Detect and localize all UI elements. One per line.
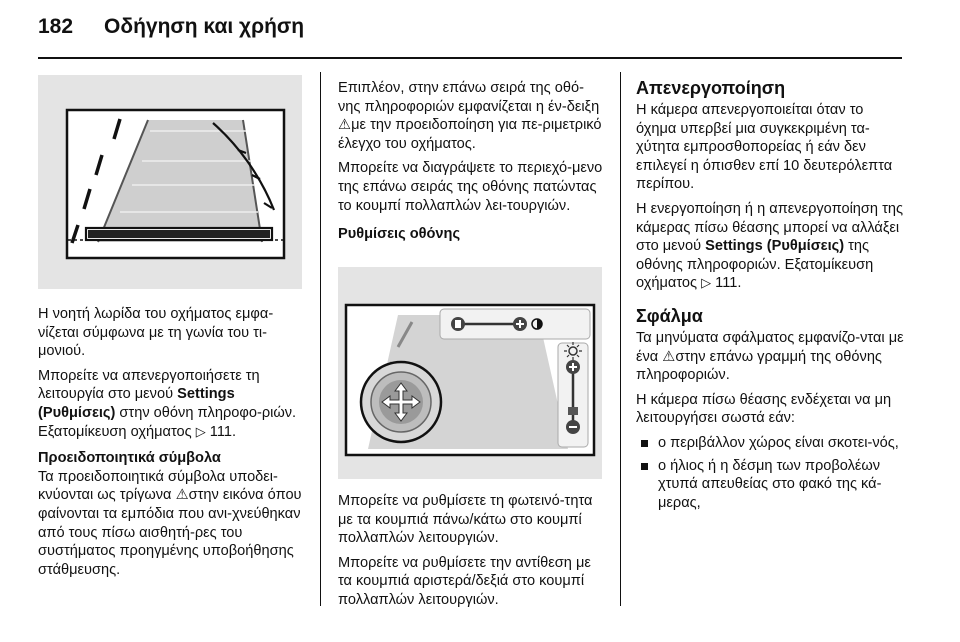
settings-menu-term: Settings (Ρυθμίσεις) (38, 386, 235, 421)
error-messages-paragraph (636, 329, 904, 385)
warning-symbols-paragraph (38, 468, 304, 580)
bullet-square-icon (641, 440, 648, 447)
brightness-paragraph: Μπορείτε να ρυθμίσετε τη φωτεινό-τητα με τα κουμπιά πάνω/κάτω στο κουμπί πολλαπλών λειτουργιών. (338, 493, 593, 547)
rear-camera-guidelines-figure (38, 75, 302, 289)
page-reference-icon: ▷ (195, 423, 206, 439)
text-run: Η ενεργοποίηση ή η απενεργοποίηση της κάμερας πίσω θέασης μπορεί να αλλάξει στο μενού (636, 200, 904, 255)
text-run: Τα μηνύματα σφάλματος εμφανίζο-νται με ένα (636, 329, 904, 365)
column-2 (338, 79, 604, 244)
screen-settings-illustration (338, 267, 602, 479)
page-title: Οδήγηση και χρήση (104, 15, 305, 38)
text-run: Μπορείτε να απενεργοποιήσετε τη λειτουργία στο μενού (38, 367, 260, 403)
column-2-lower (338, 492, 604, 616)
header-rule (38, 57, 902, 59)
text-run: στην οθόνη πληροφο-ριών. Εξατομίκευση οχήματος (38, 404, 297, 440)
column-divider-1 (320, 72, 321, 606)
text-run: Τα προειδοποιητικά σύμβολα υποδει-κνύονται ως τρίγωνα (38, 468, 278, 504)
page-reference-number: 111 (209, 423, 232, 440)
settings-menu-term: Settings (Ρυθμίσεις) (705, 238, 845, 255)
column-1 (38, 305, 304, 585)
contrast-paragraph: Μπορείτε να ρυθμίσετε την αντίθεση με τα κουμπιά αριστερά/δεξιά στο κουμπί πολλαπλών λειτουργιών. (338, 554, 591, 608)
bullet-item (636, 434, 904, 453)
bullet-item (636, 457, 904, 513)
text-run: Επιπλέον, στην επάνω σειρά της οθό-νης πληροφοριών εμφανίζεται η έν-δειξη (338, 80, 600, 115)
warning-triangle-icon: ⚠ (175, 487, 189, 504)
column-3 (636, 77, 904, 516)
deactivation-heading: Απενεργοποίηση (636, 78, 786, 98)
warning-symbols-heading: Προειδοποιητικά σύμβολα (38, 450, 221, 467)
malfunction-intro-paragraph: Η κάμερα πίσω θέασης ενδέχεται να μη λειτουργήσει σωστά εάν: (636, 391, 892, 427)
bullet-square-icon (641, 463, 648, 470)
page-reference-number: 111 (715, 275, 738, 292)
text-run: στην εικόνα όπου φαίνονται τα εμπόδια που ανι-χνεύθηκαν από τους πίσω αισθητή-ρες του συστήματος προηγμένης υποβοήθησης στάθμευσης. (38, 487, 302, 578)
activation-setting-paragraph: Η ενεργοποίηση ή η απενεργοποίηση της κάμερας πίσω θέασης μπορεί να αλλάξει στο μενού Settings (Ρυθμίσεις) της οθόνης πληροφοριών. Εξατομίκευση οχήματος ▷ 111. (636, 200, 904, 292)
deactivation-paragraph: Η κάμερα απενεργοποιείται όταν το όχημα υπερβεί μια συγκεκριμένη τα-χύτητα εμπροσθοπορείας ή εάν δεν επιλεγεί η όπισθεν επί 10 δευτερόλεπτα περίπου. (636, 102, 893, 193)
text-run: στην επάνω γραμμή της οθόνης πληροφοριών. (636, 348, 882, 384)
lane-guideline-paragraph: Η νοητή λωρίδα του οχήματος εμφα-νίζεται σύμφωνα με τη γωνία του τι-μονιού. (38, 306, 274, 360)
text-run: με την προειδοποίηση για πε-ριμετρικό έλεγχο του οχήματος. (338, 117, 602, 152)
perimeter-check-paragraph (338, 79, 604, 153)
clear-top-row-paragraph: Μπορείτε να διαγράψετε το περιεχό-μενο της επάνω σειράς της οθόνης πατώντας το κουμπί πολλαπλών λει-τουργιών. (338, 160, 603, 214)
deactivate-function-paragraph: Μπορείτε να απενεργοποιήσετε τη λειτουργία στο μενού Settings (Ρυθμίσεις) στην οθόνη πληροφο-ριών. Εξατομίκευση οχήματος ▷ 111. (38, 367, 297, 440)
text-run: της οθόνης πληροφοριών. Εξατομίκευση οχήματος (636, 238, 874, 292)
bullet-text: ο περιβάλλον χώρος είναι σκοτει-νός, (658, 434, 899, 451)
screen-settings-heading: Ρυθμίσεις οθόνης (338, 226, 461, 243)
warning-triangle-icon: ⚠ (338, 117, 352, 134)
bullet-text: ο ήλιος ή η δέσμη των προβολέων χτυπά απευθείας στο φακό της κά-μερας, (658, 457, 882, 511)
column-divider-2 (620, 72, 621, 606)
page-number: 182 (38, 15, 74, 38)
warning-triangle-icon: ⚠ (662, 348, 676, 365)
rear-camera-guidelines-illustration (38, 75, 302, 289)
screen-settings-figure (338, 267, 602, 479)
page-reference-icon: ▷ (701, 275, 712, 291)
error-heading: Σφάλμα (636, 305, 703, 326)
